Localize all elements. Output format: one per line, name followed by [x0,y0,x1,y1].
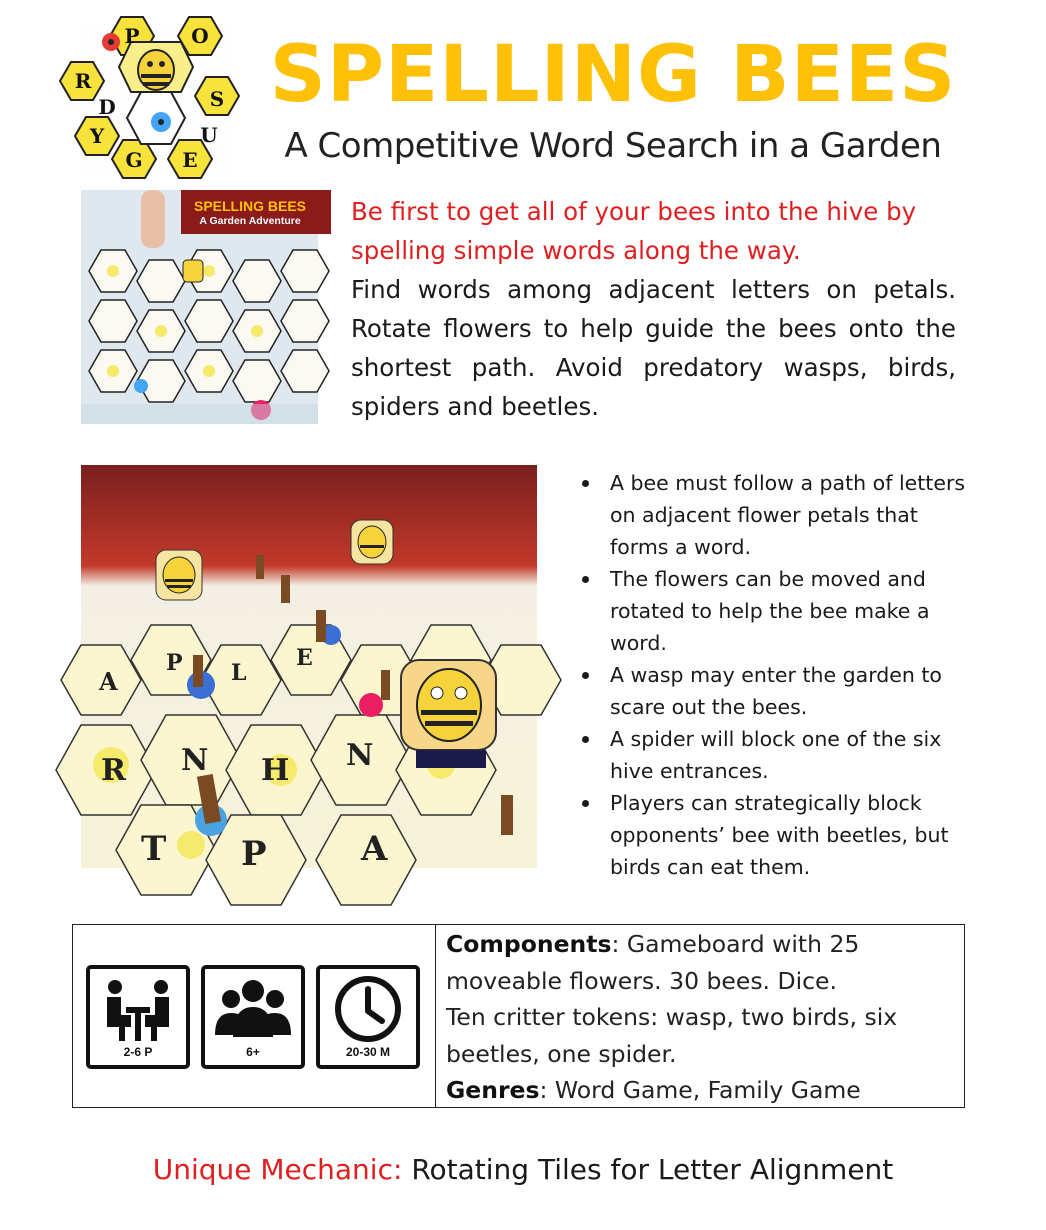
bee-icon [138,50,174,90]
intro-body: Find words among adjacent letters on petals. Rotate flowers to help guide the bees onto the shortest path. Avoid predatory wasps, birds, spiders and beetles. [351,275,956,421]
svg-text:T: T [141,829,167,869]
time-label: 20-30 M [345,1045,391,1059]
svg-text:A: A [99,667,118,696]
list-item: Players can strategically block opponents’ bee with beetles, but birds can eat them. [580,787,970,883]
critters-text: Ten critter tokens: wasp, two birds, six beetles, one spider. [446,1003,898,1068]
box-art-subtitle: A Garden Adventure [199,215,301,227]
players-stat [86,965,190,1069]
svg-text:N: N [346,738,374,773]
svg-text:R: R [101,753,126,788]
svg-text:P: P [166,650,183,676]
svg-text:N: N [181,743,209,778]
list-item: A bee must follow a path of letters on adjacent flower petals that forms a word. [580,467,970,563]
svg-text:R: R [74,69,92,93]
mechanic-name: Rotating Tiles [411,1153,602,1186]
box-art-image [81,190,318,424]
svg-text:S: S [209,87,225,111]
components-text: : Gameboard with 25 moveable flowers. 30 bees. Dice. [446,930,860,995]
page-title: SPELLING BEES [269,30,957,120]
svg-text:U: U [200,123,218,147]
unique-mechanic-footer [0,1150,1046,1190]
list-item: The flowers can be moved and rotated to help the bee make a word. [580,563,970,659]
genres-heading: Genres [446,1076,540,1104]
intro-paragraph [351,192,956,426]
mechanic-rest: for Letter Alignment [610,1153,894,1186]
svg-text:Y: Y [89,124,105,148]
svg-text:D: D [98,95,116,119]
components-heading: Components [446,930,612,958]
svg-text:G: G [125,148,143,172]
mechanic-label: Unique Mechanic: [152,1153,403,1186]
logo [74,22,231,174]
svg-text:A: A [361,829,388,869]
svg-text:E: E [182,148,198,172]
svg-text:L: L [231,660,247,686]
players-label: 2-6 P [123,1045,153,1059]
info-table [72,924,965,1108]
page-subtitle: A Competitive Word Search in a Garden [284,126,942,166]
svg-text:O: O [191,24,209,48]
svg-text:P: P [124,24,140,48]
age-stat [201,965,305,1069]
list-item: A wasp may enter the garden to scare out the bees. [580,659,970,723]
time-stat [316,965,420,1069]
svg-text:H: H [261,753,290,788]
age-label: 6+ [246,1045,260,1059]
table-divider [435,925,436,1107]
box-art-title: SPELLING BEES [193,198,307,214]
list-item: A spider will block one of the six hive entrances. [580,723,970,787]
svg-text:P: P [241,834,267,874]
rules-list [580,467,970,883]
genres-text: : Word Game, Family Game [539,1076,861,1104]
gameplay-photo [81,465,537,874]
components-details [446,926,956,1109]
svg-text:E: E [296,645,313,671]
intro-lead: Be first to get all of your bees into the hive by spelling simple words along the way. [351,197,917,265]
